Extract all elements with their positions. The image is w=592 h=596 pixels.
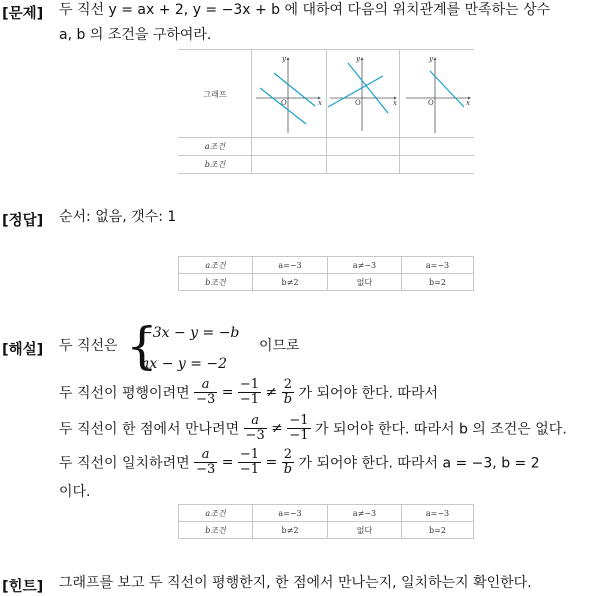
- problem-line2: a, b 의 조건을 구하여라.: [59, 27, 212, 43]
- fraction: $\frac{a}{-3}$: [245, 413, 265, 443]
- graph-intersect: [328, 55, 397, 131]
- table-cell: a조건: [179, 257, 253, 274]
- graph1-x-label: x: [318, 99, 322, 107]
- problem-tag: [문제]: [2, 6, 44, 22]
- answer-tag: [정답]: [2, 213, 44, 229]
- table-cell: b=2: [402, 274, 474, 291]
- table-row: [179, 522, 474, 539]
- solution-line-parallel: 두 직선이 평행이려면 $\frac{a}{-3}$ = $\frac{-1}{-1}$ ≠ $\frac{2}{b}$ 가 되어야 한다. 따라서: [59, 377, 439, 407]
- parallel-post: 가 되어야 한다. 따라서: [298, 385, 439, 402]
- table-cell: a≠−3: [328, 505, 402, 522]
- table-cell: b조건: [179, 274, 253, 291]
- intersect-post: 가 되어야 한다. 따라서 b 의 조건은 없다.: [314, 421, 567, 438]
- table-cell: a조건: [179, 505, 253, 522]
- problem-table: [178, 49, 474, 178]
- graph2-y-label: y: [356, 55, 360, 63]
- solution-line-intersect: 두 직선이 한 점에서 만나려면 $\frac{a}{-3}$ ≠ $\frac{-1}{-1}$ 가 되어야 한다. 따라서 b 의 조건은 없다.: [59, 413, 567, 443]
- system-brace: {: [126, 317, 158, 375]
- graph3-x-label: x: [466, 99, 470, 107]
- row-label-graph: 그래프: [203, 90, 227, 99]
- table-cell: a≠−3: [328, 257, 402, 274]
- coincide-pre: 두 직선이 일치하려면: [59, 455, 190, 472]
- table-cell: b조건: [179, 522, 253, 539]
- solution-tag: [해설]: [2, 342, 44, 358]
- fraction: $\frac{a}{-3}$: [196, 447, 216, 477]
- problem-table-svg: [178, 49, 474, 174]
- row-label-b: b조건: [204, 160, 226, 169]
- table-cell: b=2: [402, 522, 474, 539]
- hint-tag: [힌트]: [2, 579, 44, 595]
- table-row: [179, 274, 474, 291]
- table-cell: a=−3: [402, 505, 474, 522]
- solution-line-coincide: 두 직선이 일치하려면 $\frac{a}{-3}$ = $\frac{-1}{-1}$ = $\frac{2}{b}$ 가 되어야 한다. 따라서 a = −3, b = 2: [59, 447, 540, 477]
- graph3-y-label: y: [429, 55, 433, 63]
- graph-parallel: [256, 55, 322, 133]
- fraction: $\frac{2}{b}$: [283, 447, 293, 477]
- table-row: [179, 257, 474, 274]
- table-row: [179, 505, 474, 522]
- solution-after-system: 이므로: [259, 338, 300, 354]
- hint-text: 그래프를 보고 두 직선이 평행한지, 한 점에서 만나는지, 일치하는지 확인한다.: [59, 575, 532, 591]
- table-cell: b≠2: [253, 274, 328, 291]
- parallel-pre: 두 직선이 평행이려면: [59, 385, 190, 402]
- solution-table: [178, 504, 474, 539]
- intersect-pre: 두 직선이 한 점에서 만나려면: [59, 421, 240, 438]
- graph2-origin-label: O: [355, 99, 361, 107]
- graph1-origin-label: O: [281, 99, 287, 107]
- fraction: $\frac{-1}{-1}$: [239, 447, 260, 477]
- table-cell: a=−3: [253, 257, 328, 274]
- graph-coincide: [406, 55, 471, 133]
- graph1-y-label: y: [282, 55, 286, 63]
- table-cell: a=−3: [253, 505, 328, 522]
- graph3-origin-label: O: [428, 99, 434, 107]
- table-cell: b≠2: [253, 522, 328, 539]
- coincide-post: 가 되어야 한다. 따라서 a = −3, b = 2: [298, 455, 540, 472]
- solution-intro: 두 직선은: [59, 338, 118, 354]
- graph2-x-label: x: [393, 99, 397, 107]
- row-label-a: a조건: [204, 142, 226, 151]
- table-cell: 없다: [328, 274, 402, 291]
- answer-table: [178, 256, 474, 291]
- problem-line1: 두 직선 y = ax + 2, y = −3x + b 에 대하여 다음의 위치관계를 만족하는 상수: [59, 2, 551, 18]
- system-eq2: ax − y = −2: [141, 356, 228, 372]
- solution-end: 이다.: [59, 484, 91, 500]
- answer-text: 순서: 없음, 갯수: 1: [59, 209, 177, 225]
- table-cell: 없다: [328, 522, 402, 539]
- fraction: $\frac{-1}{-1}$: [239, 377, 260, 407]
- system-eq1: −3x − y = −b: [141, 325, 240, 341]
- fraction: $\frac{-1}{-1}$: [289, 413, 309, 443]
- fraction: $\frac{a}{-3}$: [196, 377, 216, 407]
- fraction: $\frac{2}{b}$: [283, 377, 293, 407]
- table-cell: a=−3: [402, 257, 474, 274]
